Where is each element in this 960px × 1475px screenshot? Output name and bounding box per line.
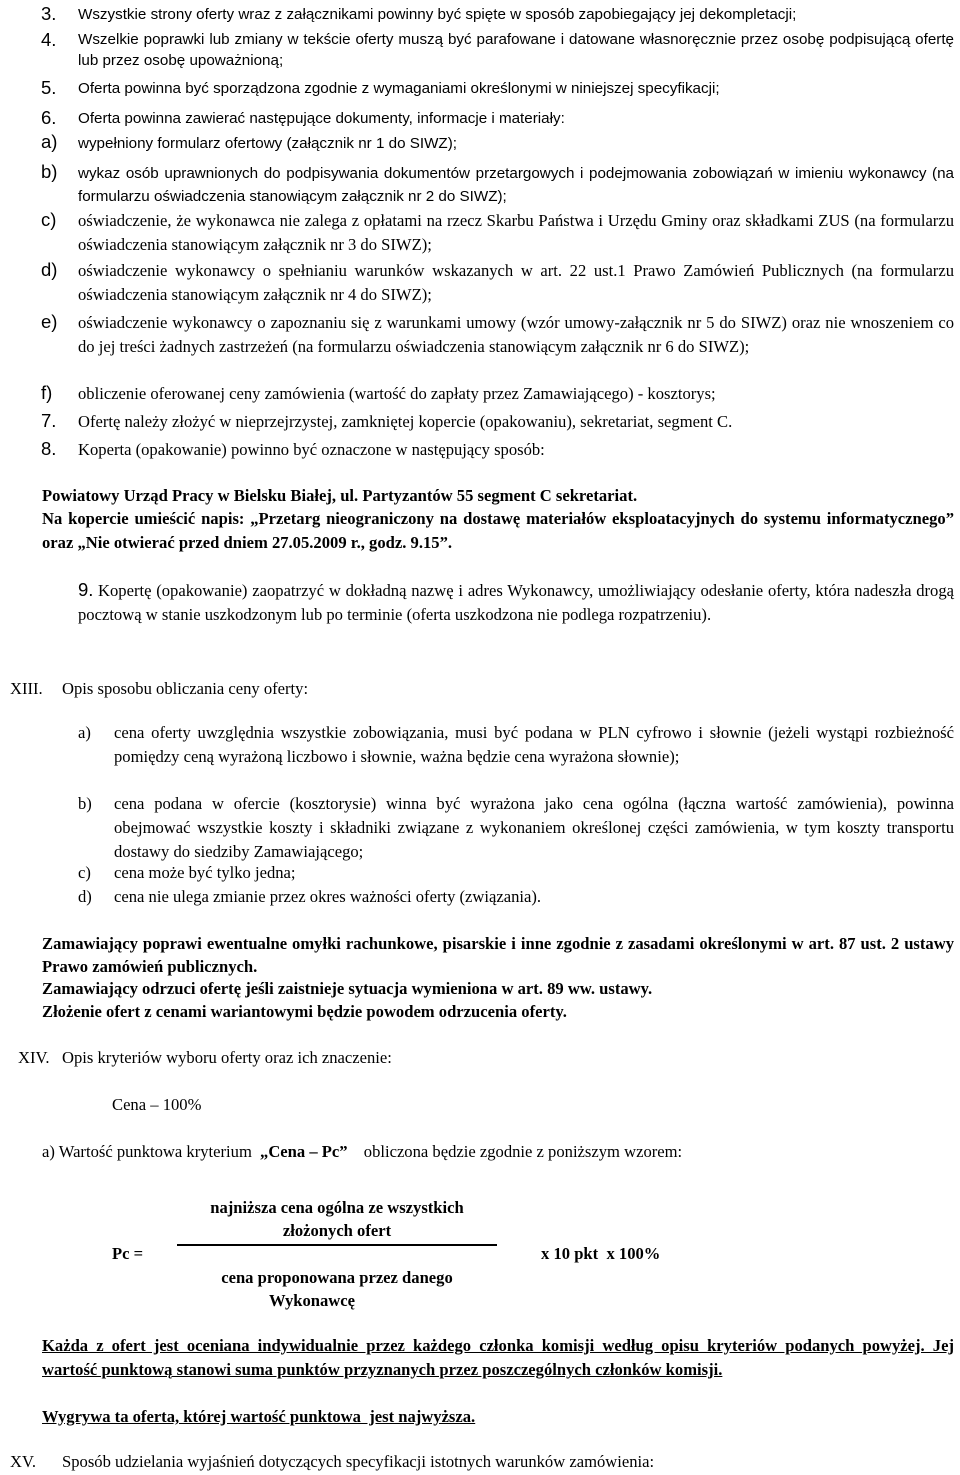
item-number: 4. (41, 29, 57, 50)
rejection-note: Zamawiający odrzuci ofertę jeśli zaistnieje sytuacja wymieniona w art. 89 ww. ustawy. (42, 979, 653, 998)
section-number: XIV. (18, 1048, 50, 1067)
item-text: cena może być tylko jedna; (114, 863, 296, 882)
section-number: XIII. (10, 679, 43, 698)
item-letter: d) (41, 259, 58, 280)
evaluation-note: Każda z ofert jest oceniana indywidualnie przez każdego członka komisji według opisu kryteriów podanych powyżej. Jej wartość punktową stanowi suma punktów przyznanych przez poszczególnych członków komisji. (42, 1336, 954, 1379)
item-text: wypełniony formularz ofertowy (załącznik nr 1 do SIWZ); (78, 135, 457, 152)
section-title: Sposób udzielania wyjaśnień dotyczących specyfikacji istotnych warunków zamówienia: (62, 1452, 655, 1471)
item-number: 7. (41, 410, 57, 431)
item-letter: b) (78, 794, 92, 813)
item-text: Wszystkie strony oferty wraz z załącznikami powinny być spięte w sposób zapobiegający jej dekompletacji; (78, 6, 797, 23)
section-number: XV. (10, 1452, 36, 1471)
formula-denominator-1: cena proponowana przez danego (221, 1268, 453, 1287)
item-letter: c) (78, 863, 91, 882)
item-number: 9. (78, 579, 94, 600)
envelope-address: Powiatowy Urząd Pracy w Bielsku Białej, ul. Partyzantów 55 segment C sekretariat. (42, 486, 638, 505)
item-letter: f) (41, 382, 53, 403)
item-text: Oferta powinna być sporządzona zgodnie z wymaganiami określonymi w niniejszej specyfikacji; (78, 80, 720, 97)
formula-lhs: Pc = (112, 1244, 144, 1263)
criterion-suffix: obliczona będzie zgodnie z poniższym wzorem: (363, 1142, 683, 1161)
fraction-bar (177, 1244, 497, 1246)
item-text: Kopertę (opakowanie) zaopatrzyć w dokładną nazwę i adres Wykonawcy, umożliwiający odesłanie oferty, która nadeszła drogą pocztową w stanie uszkodzonym lub po terminie (oferta uszkodzona nie podlega rozpatrzeniu). (78, 581, 954, 624)
item-text: oświadczenie wykonawcy o spełnianiu warunków wskazanych w art. 22 ust.1 Prawo Zamówień Publicznych (na formularzu oświadczenia stanowiącym załącznik nr 4 do SIWZ); (78, 261, 954, 304)
item-number: 8. (41, 438, 57, 459)
criterion-name: „Cena – Pc” (260, 1142, 348, 1161)
section-title: Opis sposobu obliczania ceny oferty: (62, 679, 309, 698)
criterion-weight: Cena – 100% (112, 1095, 202, 1114)
item-letter: c) (41, 209, 57, 230)
item-text: cena oferty uwzględnia wszystkie zobowiązania, musi być podana w PLN cyfrowo i słownie (jeżeli wystąpi rozbieżność pomiędzy ceną wyrażoną liczbowo i słownie, ważna będzie cena wyrażona słownie); (114, 723, 954, 766)
item-letter: a) (78, 723, 91, 742)
item-text: wykaz osób uprawnionych do podpisywania dokumentów przetargowych i podejmowania zobowiązań w imieniu wykonawcy (na formularzu oświadczenia stanowiącym załącznik nr 2 do SIWZ); (78, 165, 954, 205)
section-title: Opis kryteriów wyboru oferty oraz ich znaczenie: (62, 1048, 392, 1067)
formula-numerator-1: najniższa cena ogólna ze wszystkich (210, 1198, 464, 1217)
correction-note: Zamawiający poprawi ewentualne omyłki rachunkowe, pisarskie i inne zgodnie z zasadami określonymi w art. 87 ust. 2 ustawy Prawo zamówień publicznych. (42, 934, 954, 976)
criterion-prefix: a) Wartość punktowa kryterium (42, 1142, 252, 1161)
formula-numerator-2: złożonych ofert (282, 1221, 392, 1240)
item-letter: b) (41, 161, 58, 182)
item-text: cena podana w ofercie (kosztorysie) winna być wyrażona jako cena ogólna (łączna wartość zamówienia), powinna obejmować wszystkie koszty i składniki związane z wykonaniem określonej części zamówienia, w tym koszty transportu dostawy do siedziby Zamawiającego; (114, 794, 954, 861)
item-text: obliczenie oferowanej ceny zamówienia (wartość do zapłaty przez Zamawiającego) - kosztorys; (78, 384, 716, 403)
winner-rule: Wygrywa ta oferta, której wartość punktowa jest najwyższa. (42, 1407, 476, 1426)
criterion-a (42, 1140, 682, 1164)
item-number: 3. (41, 3, 57, 24)
item-letter: e) (41, 311, 58, 332)
formula-denominator-2: Wykonawcę (268, 1291, 356, 1310)
item-text: Koperta (opakowanie) powinno być oznaczone w następujący sposób: (78, 440, 545, 459)
item-number: 5. (41, 77, 57, 98)
item-text: cena nie ulega zmianie przez okres ważności oferty (związania). (114, 887, 542, 906)
item-text: Ofertę należy złożyć w nieprzejrzystej, zamkniętej kopercie (opakowaniu), sekretariat, segment C. (78, 412, 733, 431)
formula-multiplier: x 10 pkt x 100% (541, 1244, 661, 1263)
variant-note: Złożenie ofert z cenami wariantowymi będzie powodem odrzucenia oferty. (42, 1002, 567, 1021)
item-letter: a) (41, 131, 58, 152)
envelope-inscription: Na kopercie umieścić napis: „Przetarg nieograniczony na dostawę materiałów eksploatacyjnych do systemu informatycznego” oraz „Nie otwierać przed dniem 27.05.2009 r., godz. 9.15”. (42, 509, 954, 552)
item-number: 6. (41, 107, 57, 128)
item-letter: d) (78, 887, 92, 906)
item-text: Oferta powinna zawierać następujące dokumenty, informacje i materiały: (78, 110, 565, 127)
item-text: Wszelkie poprawki lub zmiany w tekście oferty muszą być parafowane i datowane własnoręcznie przez osobę podpisującą ofertę lub przez osobę upoważnioną; (78, 31, 954, 69)
item-text: oświadczenie, że wykonawca nie zalega z opłatami na rzecz Skarbu Państwa i Urzędu Gminy oraz składkami ZUS (na formularzu oświadczenia stanowiącym załącznik nr 3 do SIWZ); (78, 211, 954, 254)
item-text: oświadczenie wykonawcy o zapoznaniu się z warunkami umowy (wzór umowy-załącznik nr 5 do SIWZ) oraz nie wnoszeniem co do jej treści żadnych zastrzeżeń (na formularzu oświadczenia stanowiącym załącznik nr 6 do SIWZ); (78, 313, 954, 356)
